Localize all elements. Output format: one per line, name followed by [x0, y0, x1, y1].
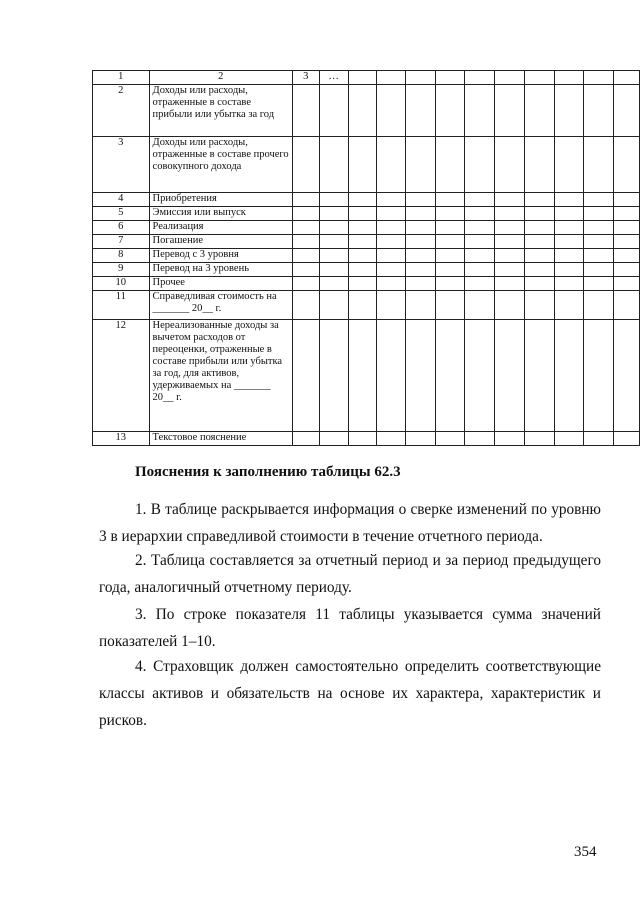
- value-cell: [435, 277, 465, 291]
- value-cell: [319, 277, 348, 291]
- header-cell-empty: [495, 71, 525, 85]
- value-cell: [524, 221, 554, 235]
- row-label: Погашение: [149, 235, 292, 249]
- row-number: 8: [93, 249, 150, 263]
- value-cell: [614, 291, 640, 320]
- value-cell: [614, 193, 640, 207]
- value-cell: [495, 235, 525, 249]
- value-cell: [584, 277, 614, 291]
- row-number: 10: [93, 277, 150, 291]
- value-cell: [435, 137, 465, 193]
- value-cell: [554, 291, 584, 320]
- value-cell: [319, 291, 348, 320]
- value-cell: [614, 235, 640, 249]
- value-cell: [319, 221, 348, 235]
- row-label: Эмиссия или выпуск: [149, 207, 292, 221]
- value-cell: [319, 432, 348, 446]
- table-row: [93, 277, 640, 291]
- value-cell: [554, 137, 584, 193]
- value-cell: [348, 320, 377, 432]
- value-cell: [292, 85, 319, 137]
- value-cell: [435, 221, 465, 235]
- value-cell: [495, 432, 525, 446]
- value-cell: [465, 263, 495, 277]
- value-cell: [406, 221, 436, 235]
- value-cell: [406, 137, 436, 193]
- row-number: 4: [93, 193, 150, 207]
- row-number: 12: [93, 320, 150, 432]
- value-cell: [348, 432, 377, 446]
- value-cell: [435, 291, 465, 320]
- value-cell: [292, 137, 319, 193]
- value-cell: [348, 137, 377, 193]
- header-cell-empty: [584, 71, 614, 85]
- value-cell: [435, 85, 465, 137]
- row-label: Нереализованные доходы за вычетом расходов от переоценки, отраженные в составе прибыли или убытка за год, для активов, удерживаемых на _______ 20__ г.: [149, 320, 292, 432]
- value-cell: [292, 249, 319, 263]
- value-cell: [319, 263, 348, 277]
- value-cell: [377, 207, 406, 221]
- value-cell: [465, 235, 495, 249]
- value-cell: [292, 277, 319, 291]
- value-cell: [292, 221, 319, 235]
- table-body: [93, 71, 640, 446]
- row-label: Перевод на 3 уровень: [149, 263, 292, 277]
- notes-title: Пояснения к заполнению таблицы 62.3: [135, 464, 401, 480]
- value-cell: [406, 263, 436, 277]
- value-cell: [584, 320, 614, 432]
- table-row: [93, 291, 640, 320]
- header-cell-empty: [554, 71, 584, 85]
- header-cell-1: 1: [93, 71, 150, 85]
- header-cell-empty: [406, 71, 436, 85]
- header-cell-empty: [348, 71, 377, 85]
- value-cell: [319, 137, 348, 193]
- value-cell: [524, 249, 554, 263]
- value-cell: [584, 207, 614, 221]
- note-paragraph-2: 2. Таблица составляется за отчетный период и за период предыдущего года, аналогичный отчетному периоду.: [99, 552, 601, 596]
- value-cell: [524, 291, 554, 320]
- header-cell-ellipsis: …: [319, 71, 348, 85]
- header-cell-empty: [435, 71, 465, 85]
- value-cell: [465, 85, 495, 137]
- row-label: Прочее: [149, 277, 292, 291]
- value-cell: [495, 137, 525, 193]
- page-number: 354: [574, 844, 597, 860]
- header-cell-empty: [465, 71, 495, 85]
- value-cell: [348, 263, 377, 277]
- table-row: [93, 193, 640, 207]
- value-cell: [495, 277, 525, 291]
- value-cell: [614, 207, 640, 221]
- value-cell: [348, 193, 377, 207]
- value-cell: [435, 432, 465, 446]
- value-cell: [319, 193, 348, 207]
- value-cell: [292, 193, 319, 207]
- row-label: Доходы или расходы, отраженные в составе прочего совокупного дохода: [149, 137, 292, 193]
- row-label: Доходы или расходы, отраженные в составе прибыли или убытка за год: [149, 85, 292, 137]
- header-cell-empty: [614, 71, 640, 85]
- value-cell: [524, 207, 554, 221]
- value-cell: [614, 85, 640, 137]
- table-row: [93, 207, 640, 221]
- value-cell: [406, 193, 436, 207]
- value-cell: [348, 85, 377, 137]
- value-cell: [554, 221, 584, 235]
- value-cell: [406, 207, 436, 221]
- value-cell: [584, 235, 614, 249]
- value-cell: [377, 221, 406, 235]
- value-cell: [348, 207, 377, 221]
- row-label: Справедливая стоимость на _______ 20__ г.: [149, 291, 292, 320]
- value-cell: [377, 277, 406, 291]
- value-cell: [614, 277, 640, 291]
- value-cell: [614, 221, 640, 235]
- value-cell: [377, 249, 406, 263]
- value-cell: [495, 291, 525, 320]
- value-cell: [554, 277, 584, 291]
- value-cell: [435, 320, 465, 432]
- table-row: [93, 137, 640, 193]
- value-cell: [348, 249, 377, 263]
- value-cell: [524, 277, 554, 291]
- value-cell: [495, 249, 525, 263]
- value-cell: [465, 277, 495, 291]
- value-cell: [554, 320, 584, 432]
- value-cell: [435, 249, 465, 263]
- row-number: 3: [93, 137, 150, 193]
- row-label: Текстовое пояснение: [149, 432, 292, 446]
- value-cell: [435, 207, 465, 221]
- table-header-row: [93, 71, 640, 85]
- value-cell: [495, 85, 525, 137]
- value-cell: [495, 193, 525, 207]
- value-cell: [584, 249, 614, 263]
- value-cell: [435, 263, 465, 277]
- note-paragraph-4: 4. Страховщик должен самостоятельно определить соответствующие классы активов и обязательств на основе их характера, характеристик и рисков.: [99, 658, 601, 729]
- value-cell: [554, 432, 584, 446]
- row-number: 6: [93, 221, 150, 235]
- reconciliation-table: [92, 70, 640, 446]
- value-cell: [614, 249, 640, 263]
- table-row: [93, 432, 640, 446]
- value-cell: [292, 235, 319, 249]
- value-cell: [524, 137, 554, 193]
- value-cell: [465, 249, 495, 263]
- value-cell: [554, 193, 584, 207]
- value-cell: [319, 207, 348, 221]
- value-cell: [435, 193, 465, 207]
- table-row: [93, 263, 640, 277]
- value-cell: [292, 263, 319, 277]
- value-cell: [377, 320, 406, 432]
- value-cell: [524, 85, 554, 137]
- value-cell: [495, 221, 525, 235]
- row-number: 11: [93, 291, 150, 320]
- value-cell: [584, 193, 614, 207]
- value-cell: [465, 137, 495, 193]
- table-row: [93, 320, 640, 432]
- value-cell: [406, 249, 436, 263]
- value-cell: [524, 235, 554, 249]
- value-cell: [319, 235, 348, 249]
- value-cell: [377, 137, 406, 193]
- note-paragraph-3: 3. По строке показателя 11 таблицы указывается сумма значений показателей 1–10.: [99, 606, 601, 650]
- value-cell: [406, 235, 436, 249]
- value-cell: [406, 291, 436, 320]
- row-number: 13: [93, 432, 150, 446]
- value-cell: [292, 207, 319, 221]
- header-cell-3: 3: [292, 71, 319, 85]
- value-cell: [524, 193, 554, 207]
- header-cell-2: 2: [149, 71, 292, 85]
- value-cell: [348, 235, 377, 249]
- value-cell: [584, 85, 614, 137]
- value-cell: [435, 235, 465, 249]
- value-cell: [319, 320, 348, 432]
- value-cell: [495, 207, 525, 221]
- table-row: [93, 85, 640, 137]
- value-cell: [465, 320, 495, 432]
- table-row: [93, 235, 640, 249]
- row-label: Приобретения: [149, 193, 292, 207]
- header-cell-empty: [377, 71, 406, 85]
- row-number: 5: [93, 207, 150, 221]
- value-cell: [292, 291, 319, 320]
- value-cell: [614, 432, 640, 446]
- value-cell: [495, 320, 525, 432]
- value-cell: [524, 432, 554, 446]
- value-cell: [292, 320, 319, 432]
- value-cell: [554, 85, 584, 137]
- value-cell: [495, 263, 525, 277]
- value-cell: [465, 291, 495, 320]
- value-cell: [614, 263, 640, 277]
- value-cell: [554, 235, 584, 249]
- value-cell: [377, 432, 406, 446]
- value-cell: [614, 320, 640, 432]
- value-cell: [524, 263, 554, 277]
- value-cell: [614, 137, 640, 193]
- value-cell: [292, 432, 319, 446]
- value-cell: [584, 221, 614, 235]
- value-cell: [584, 291, 614, 320]
- value-cell: [465, 432, 495, 446]
- value-cell: [348, 221, 377, 235]
- value-cell: [584, 432, 614, 446]
- value-cell: [319, 85, 348, 137]
- row-label: Реализация: [149, 221, 292, 235]
- row-number: 7: [93, 235, 150, 249]
- value-cell: [584, 263, 614, 277]
- value-cell: [465, 193, 495, 207]
- row-number: 9: [93, 263, 150, 277]
- value-cell: [348, 277, 377, 291]
- value-cell: [584, 137, 614, 193]
- value-cell: [406, 277, 436, 291]
- value-cell: [524, 320, 554, 432]
- header-cell-empty: [524, 71, 554, 85]
- value-cell: [377, 193, 406, 207]
- value-cell: [465, 207, 495, 221]
- value-cell: [377, 263, 406, 277]
- value-cell: [554, 263, 584, 277]
- value-cell: [465, 221, 495, 235]
- row-number: 2: [93, 85, 150, 137]
- table-row: [93, 249, 640, 263]
- row-label: Перевод с 3 уровня: [149, 249, 292, 263]
- value-cell: [554, 249, 584, 263]
- value-cell: [377, 235, 406, 249]
- value-cell: [406, 320, 436, 432]
- note-paragraph-1: 1. В таблице раскрывается информация о сверке изменений по уровню 3 в иерархии справедливой стоимости в течение отчетного периода.: [99, 501, 601, 545]
- value-cell: [319, 249, 348, 263]
- value-cell: [348, 291, 377, 320]
- value-cell: [406, 85, 436, 137]
- value-cell: [554, 207, 584, 221]
- value-cell: [377, 85, 406, 137]
- value-cell: [406, 432, 436, 446]
- table-row: [93, 221, 640, 235]
- value-cell: [377, 291, 406, 320]
